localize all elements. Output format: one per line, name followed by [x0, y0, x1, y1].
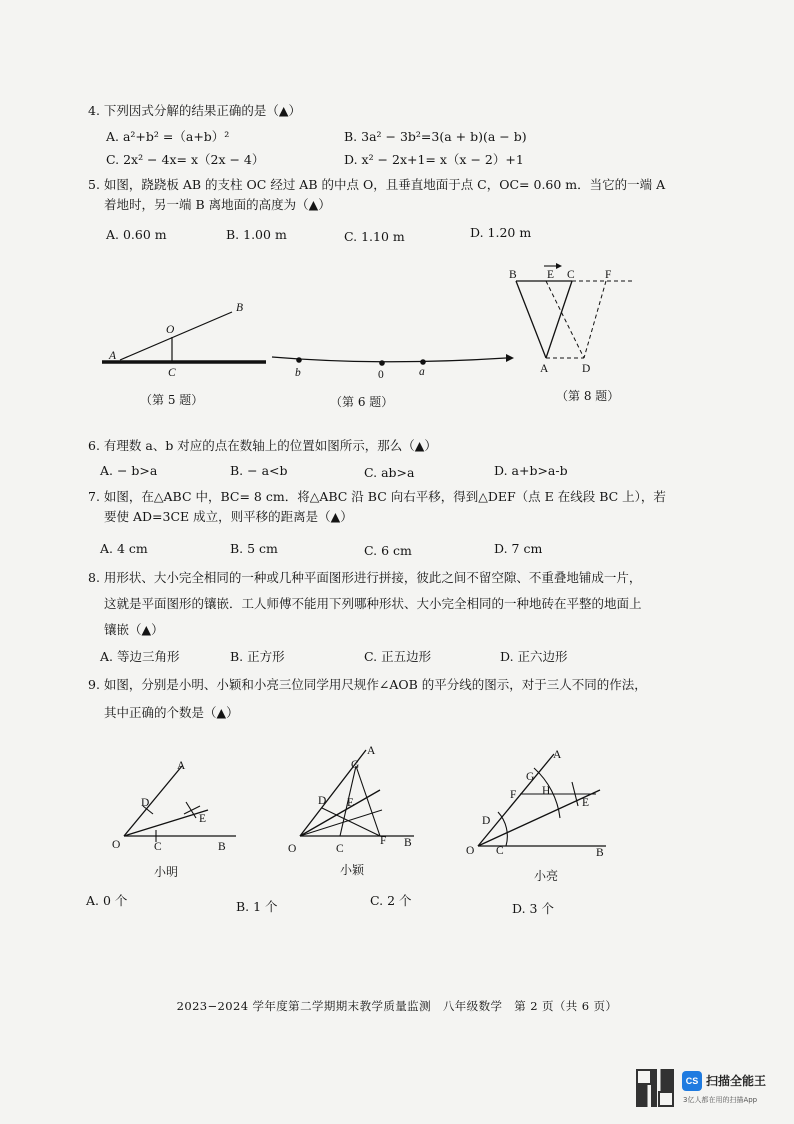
fig8-label-f: F [605, 269, 612, 281]
q8-option-c: C. 正五边形 [364, 649, 432, 664]
fig8-label-c: C [567, 269, 575, 281]
fig9c-label-g: G [526, 771, 535, 783]
fig9c-label-b: B [596, 847, 604, 859]
q7-option-c: C. 6 cm [364, 543, 412, 558]
fig9c-label-a: A [553, 749, 562, 761]
q4-option-c: C. 2x² − 4x= x（2x − 4） [106, 152, 265, 167]
camscanner-logo: CS [682, 1071, 702, 1091]
figure-9-caption-xiaoliang: 小亮 [534, 869, 559, 883]
camscanner-tagline: 3亿人都在用的扫描App [683, 1096, 758, 1104]
question-6-stem: 6. 有理数 a、b 对应的点在数轴上的位置如图所示，那么（▲） [88, 438, 437, 453]
q6-option-a: A. − b>a [100, 463, 158, 478]
fig9c-label-f: F [510, 789, 517, 801]
question-9-cont: 其中正确的个数是（▲） [104, 705, 239, 720]
figure-8-caption: （第 8 题） [556, 389, 620, 403]
q9-option-b: B. 1 个 [236, 899, 278, 914]
fig5-label-o: O [166, 324, 175, 336]
fig9a-label-c: C [154, 841, 162, 853]
question-7-cont: 要使 AD=3CE 成立，则平移的距离是（▲） [104, 509, 353, 524]
qr-code-icon [636, 1069, 674, 1107]
question-8-cont-2: 镶嵌（▲） [104, 622, 164, 637]
q4-option-b: B. 3a² − 3b²=3(a + b)(a − b) [344, 129, 527, 144]
question-5-stem: 5. 如图，跷跷板 AB 的支柱 OC 经过 AB 的中点 O，且垂直地面于点 C，OC= 0.60 m．当它的一端 A [88, 177, 666, 192]
fig9c-label-d: D [482, 815, 491, 827]
fig9b-label-b: B [404, 837, 412, 849]
figure-9-caption-xiaoming: 小明 [154, 865, 179, 879]
fig6-label-b: b [295, 367, 301, 379]
camscanner-name: 扫描全能王 [706, 1074, 767, 1088]
fig9b-label-o: O [288, 843, 297, 855]
figure-6-caption: （第 6 题） [330, 395, 394, 409]
q9-option-c: C. 2 个 [370, 893, 412, 908]
q9-option-a: A. 0 个 [86, 893, 128, 908]
question-5-cont: 着地时，另一端 B 离地面的高度为（▲） [104, 197, 331, 212]
fig9b-label-d: D [318, 795, 327, 807]
q4-option-a: A. a²+b² =（a+b）² [106, 129, 230, 144]
q7-option-d: D. 7 cm [494, 541, 543, 556]
q4-option-d: D. x² − 2x+1= x（x − 2）+1 [344, 152, 524, 167]
page-footer: 2023−2024 学年度第二学期期末教学质量监测 八年级数学 第 2 页（共 6 页） [176, 999, 618, 1013]
q7-option-b: B. 5 cm [230, 541, 278, 556]
fig9b-label-a: A [367, 745, 376, 757]
fig5-label-a: A [109, 350, 117, 362]
fig9a-label-b: B [218, 841, 226, 853]
fig9a-label-o: O [112, 839, 121, 851]
fig9a-label-d: D [141, 797, 150, 809]
q5-option-b: B. 1.00 m [226, 227, 287, 242]
fig5-label-c: C [168, 367, 176, 379]
q5-option-c: C. 1.10 m [344, 229, 405, 244]
fig6-label-a: a [419, 366, 425, 378]
fig8-label-e: E [547, 269, 555, 281]
fig9a-label-a: A [177, 760, 186, 772]
q6-option-d: D. a+b>a-b [494, 463, 568, 478]
fig5-label-b: B [236, 302, 244, 314]
fig9a-label-e: E [199, 813, 207, 825]
figure-5-caption: （第 5 题） [140, 393, 204, 407]
fig9b-label-g: G [351, 759, 360, 771]
fig9c-label-e: E [582, 797, 590, 809]
q8-option-b: B. 正方形 [230, 649, 285, 664]
q8-option-a: A. 等边三角形 [100, 649, 180, 664]
fig8-label-d: D [582, 363, 591, 375]
fig9c-label-c: C [496, 845, 504, 857]
question-8-stem: 8. 用形状、大小完全相同的一种或几种平面图形进行拼接，彼此之间不留空隙、不重叠地铺成一片， [88, 570, 642, 585]
q5-option-d: D. 1.20 m [470, 225, 532, 240]
question-9-stem: 9. 如图，分别是小明、小颖和小亮三位同学用尺规作∠AOB 的平分线的图示，对于三人不同的作法， [88, 677, 647, 692]
figure-9-caption-xiaoying: 小颖 [340, 863, 365, 877]
q5-option-a: A. 0.60 m [106, 227, 167, 242]
q9-option-d: D. 3 个 [512, 901, 554, 916]
fig9c-label-h: H [542, 785, 551, 797]
fig9c-label-o: O [466, 845, 475, 857]
question-8-cont-1: 这就是平面图形的镶嵌．工人师傅不能用下列哪种形状、大小完全相同的一种地砖在平整的地面上 [104, 596, 642, 611]
fig8-label-b: B [509, 269, 517, 281]
fig8-label-a: A [540, 363, 549, 375]
question-7-stem: 7. 如图，在△ABC 中，BC= 8 cm．将△ABC 沿 BC 向右平移，得到△DEF（点 E 在线段 BC 上），若 [88, 489, 666, 504]
q7-option-a: A. 4 cm [100, 541, 148, 556]
question-4-stem: 4. 下列因式分解的结果正确的是（▲） [88, 103, 302, 118]
q8-option-d: D. 正六边形 [500, 649, 568, 664]
fig9b-label-e: E [347, 797, 355, 809]
q6-option-b: B. − a<b [230, 463, 288, 478]
fig9b-label-c: C [336, 843, 344, 855]
fig6-label-zero: 0 [378, 369, 384, 381]
fig9b-label-f: F [380, 835, 387, 847]
q6-option-c: C. ab>a [364, 465, 415, 480]
scanner-watermark [636, 1069, 786, 1111]
